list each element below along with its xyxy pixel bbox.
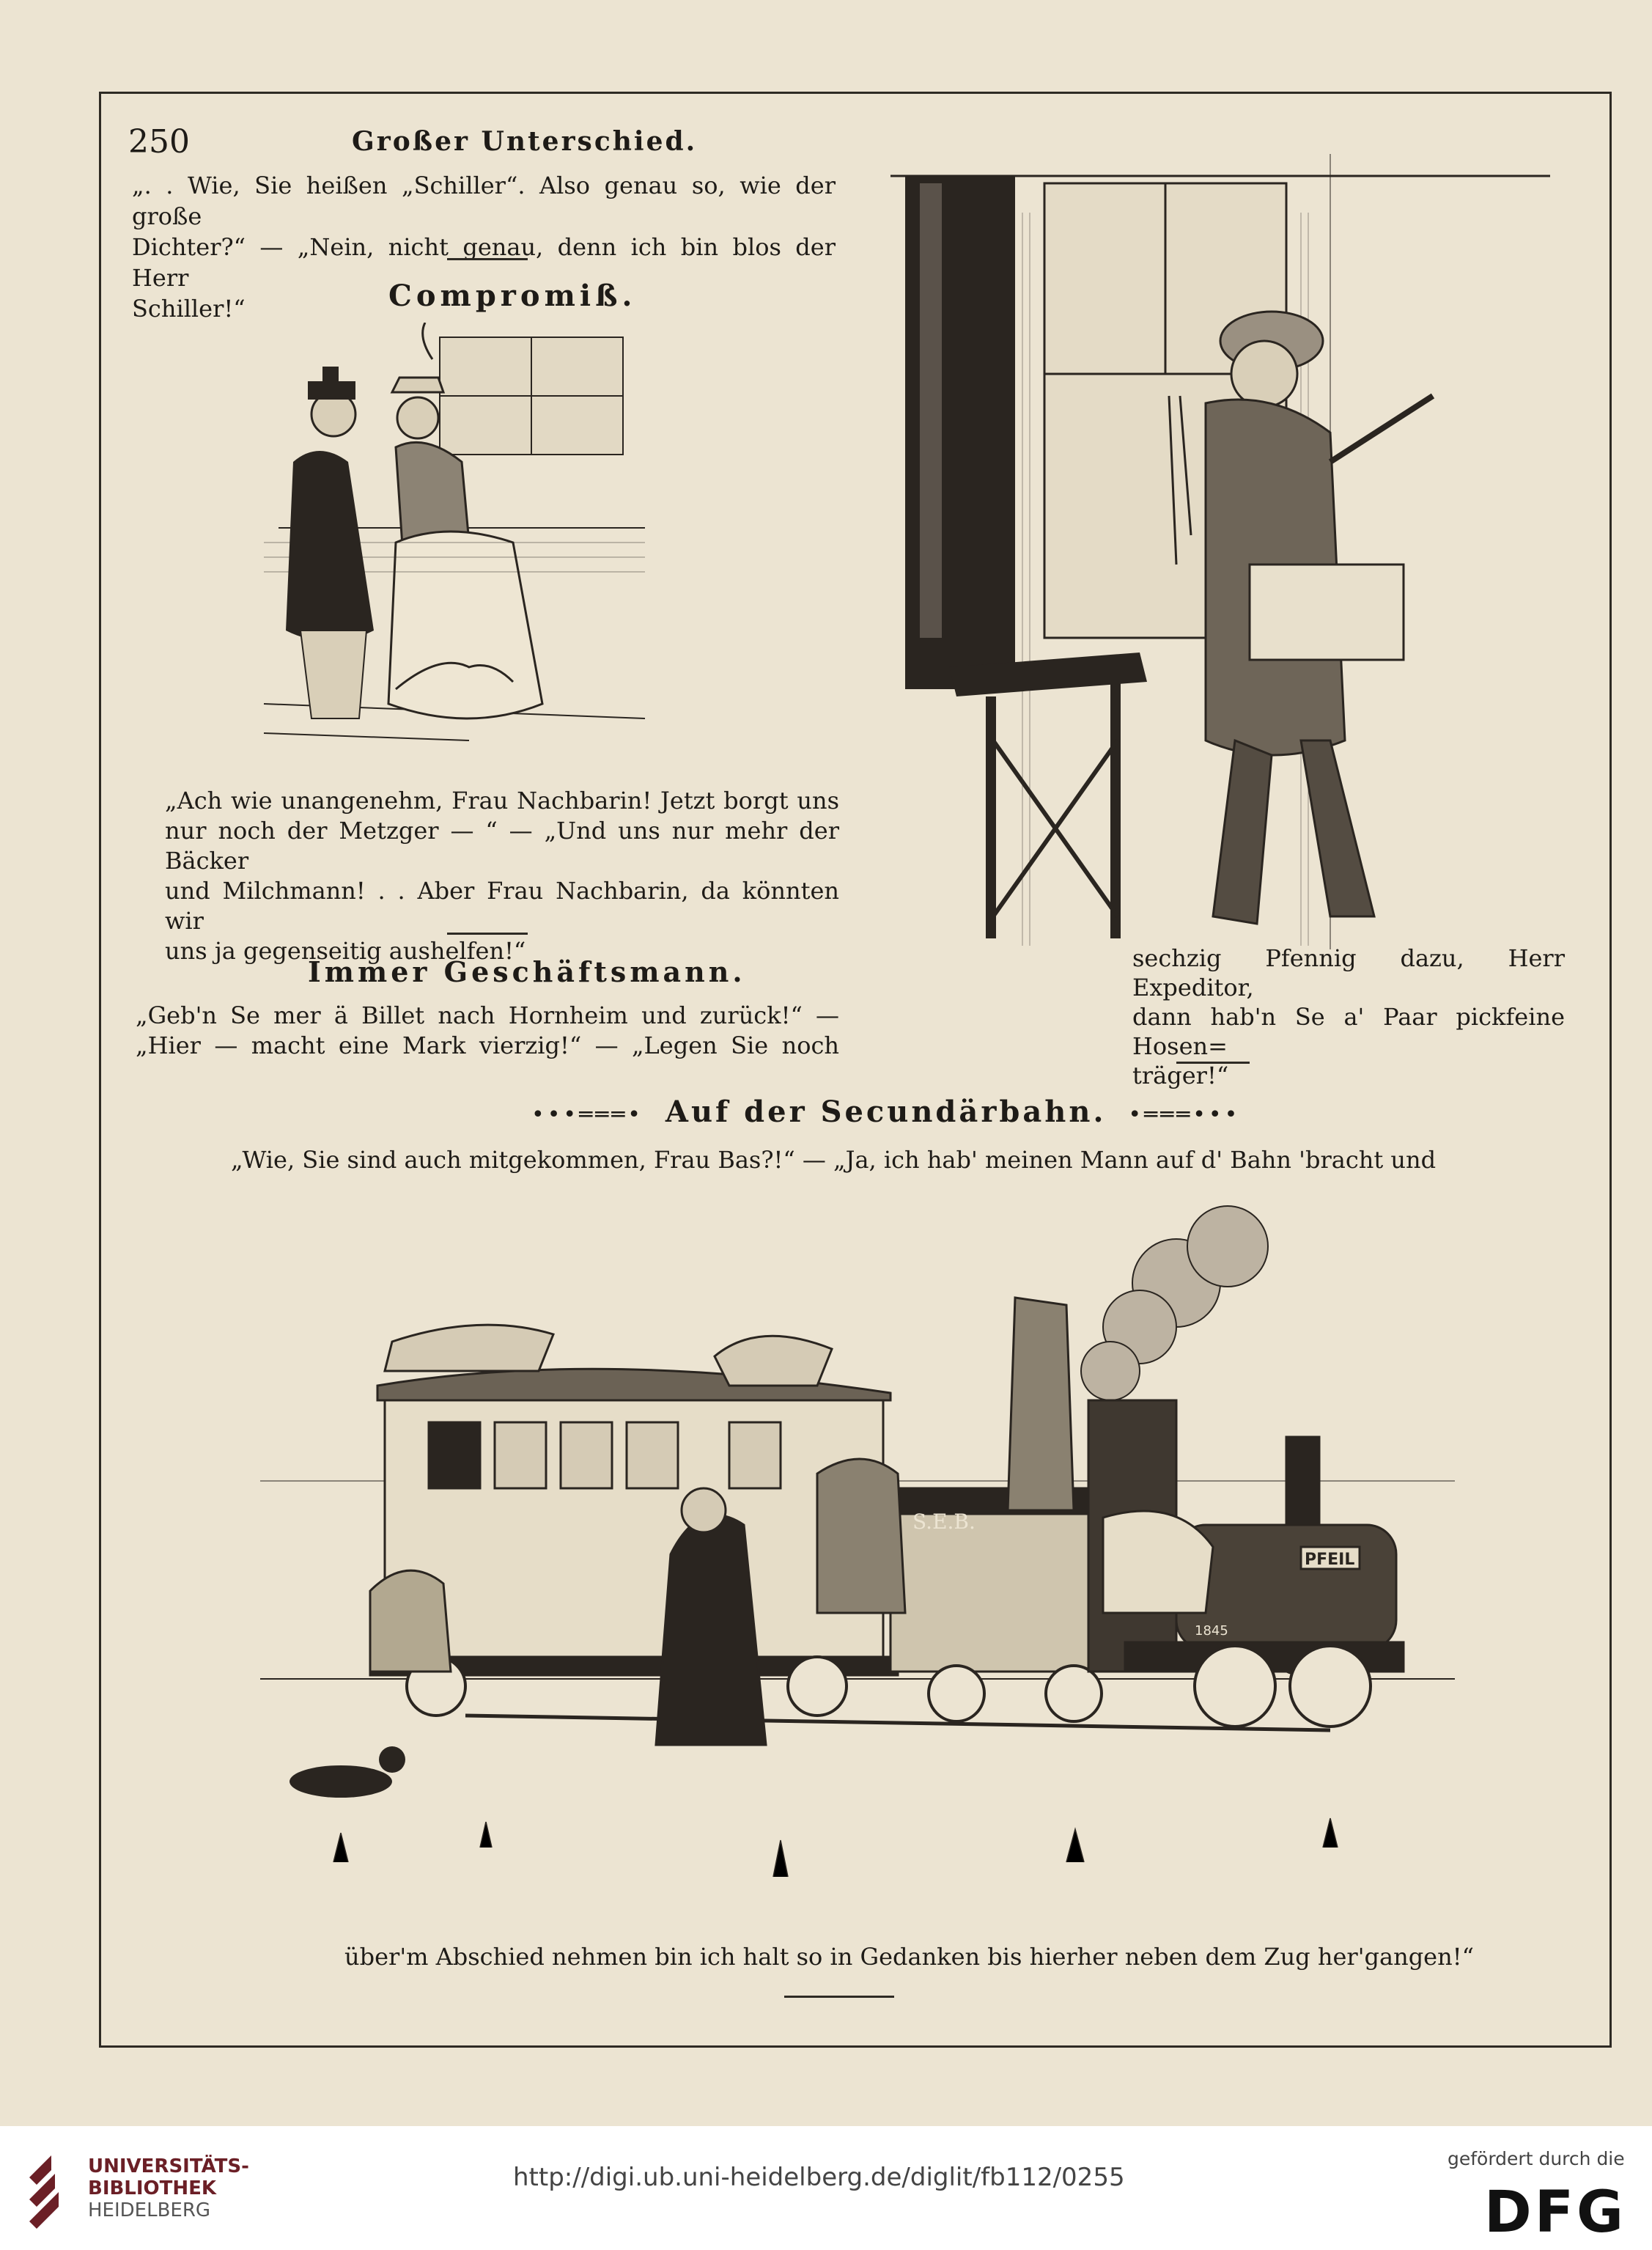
library-line: UNIVERSITÄTS- — [88, 2155, 249, 2177]
library-line: BIBLIOTHEK — [88, 2177, 217, 2199]
secundaerbahn-title: Auf der Secundärbahn. — [665, 1095, 1107, 1129]
tender-label: S.E.B. — [912, 1510, 976, 1534]
secundaerbahn-title-row — [531, 1095, 1240, 1129]
header-title: Großer Unterschied. — [352, 126, 698, 157]
geschaeftsmann-text — [136, 1001, 839, 1061]
dfg-logo: DFG — [1484, 2180, 1627, 2246]
secundaerbahn-bottom-line: über'm Abschied nehmen bin ich halt so in Gedanken bis hierher neben dem Zug her'gangen!“ — [344, 1943, 1474, 1971]
source-url-link[interactable]: http://digi.ub.uni-heidelberg.de/diglit/fb112/0255 — [513, 2163, 1125, 2192]
library-logo-icon — [22, 2148, 77, 2229]
text-line: dann hab'n Se a' Paar pickfeine Hosen= — [1132, 1003, 1565, 1060]
ornament-left: •••═══• — [531, 1102, 644, 1128]
text-line: Dichter?“ — „Nein, nicht genau, denn ich bin blos der Herr — [132, 233, 836, 292]
text-line: Schiller!“ — [132, 295, 246, 323]
text-line: uns ja gegenseitig aushelfen!“ — [165, 937, 526, 965]
separator-rule — [447, 933, 528, 935]
text-line: „. . Wie, Sie heißen „Schiller“. Also genau so, wie der große — [132, 172, 836, 230]
text-line: sechzig Pfennig dazu, Herr Expeditor, — [1132, 944, 1565, 1001]
text-line: „Geb'n Se mer ä Billet nach Hornheim und zurück!“ — — [136, 1001, 839, 1029]
library-line: HEIDELBERG — [88, 2199, 211, 2221]
train-illustration — [260, 1202, 1455, 1928]
text-line: „Hier — macht eine Mark vierzig!“ — „Legen Sie noch — [136, 1032, 839, 1059]
separator-rule — [784, 1996, 894, 1998]
compromiss-illustration — [249, 323, 660, 770]
funded-by-label: gefördert durch die — [1448, 2148, 1625, 2169]
digitization-footer — [0, 2126, 1652, 2250]
ornament-right: •═══••• — [1128, 1102, 1241, 1128]
page-number: 250 — [128, 123, 190, 161]
geschaeftsmann-continuation — [1132, 944, 1565, 1090]
locomotive-number: 1845 — [1195, 1623, 1228, 1639]
library-name — [88, 2155, 249, 2221]
locomotive-name: PFEIL — [1305, 1551, 1355, 1569]
text-line: und Milchmann! . . Aber Frau Nachbarin, da könnten wir — [165, 877, 839, 935]
separator-rule — [447, 258, 528, 260]
geschaeftsmann-title: Immer Geschäftsmann. — [308, 955, 746, 988]
compromiss-title: Compromiß. — [388, 279, 637, 313]
text-line: nur noch der Metzger — “ — „Und uns nur mehr der Bäcker — [165, 817, 839, 875]
text-line: „Ach wie unangenehm, Frau Nachbarin! Jetzt borgt uns — [165, 787, 839, 815]
separator-rule — [1176, 1062, 1250, 1064]
text-line: träger!“ — [1132, 1062, 1229, 1089]
compromiss-text — [165, 786, 839, 966]
ticket-window-illustration — [890, 154, 1550, 949]
secundaerbahn-top-line: „Wie, Sie sind auch mitgekommen, Frau Bas?!“ — „Ja, ich hab' meinen Mann auf d' Bahn 'bracht und — [231, 1146, 1437, 1174]
